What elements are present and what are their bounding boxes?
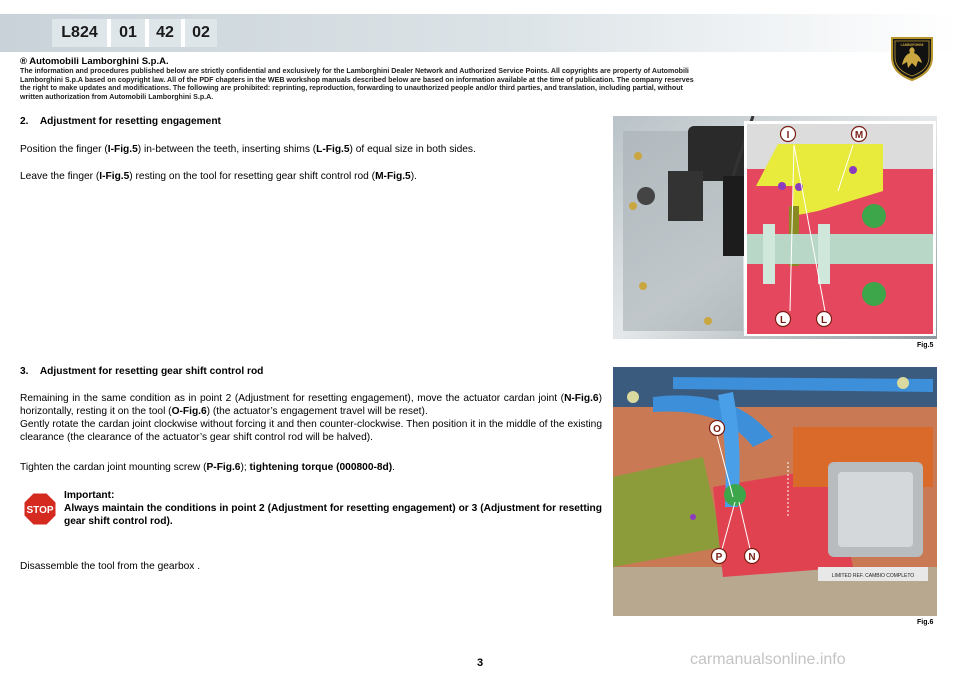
subgroup-code: 42 xyxy=(149,19,181,47)
page-number: 3 xyxy=(477,657,484,669)
copyright-brand: ® Automobili Lamborghini S.p.A. xyxy=(20,56,169,67)
important-heading: Important: xyxy=(64,490,115,501)
figure-6-photo xyxy=(613,367,937,616)
svg-text:LIMITED REF. CAMBIO COMPLETO: LIMITED REF. CAMBIO COMPLETO xyxy=(831,573,915,579)
svg-text:L: L xyxy=(779,315,787,326)
section-2-paragraph-1: Position the finger (I-Fig.5) in-between the teeth, inserting shims (L-Fig.5) of equal size in both sides. xyxy=(20,144,476,155)
callout-l-right xyxy=(817,312,832,327)
copyright-notice xyxy=(20,56,832,101)
figure-5-photo xyxy=(613,116,937,339)
group-code: 01 xyxy=(111,19,145,47)
svg-text:M: M xyxy=(854,130,864,141)
lamborghini-bull-shield-icon xyxy=(890,35,934,81)
copyright-line: written authorization from Automobili Lamborghini S.p.A. xyxy=(20,92,214,101)
section-2-paragraph-2: Leave the finger (I-Fig.5) resting on the tool for resetting gear shift control rod (M-Fig.5). xyxy=(20,171,417,182)
important-note xyxy=(64,489,602,528)
callout-i xyxy=(781,127,796,142)
figure-6-caption: Fig.6 xyxy=(917,619,934,626)
callout-o xyxy=(710,421,725,436)
copyright-line: Lamborghini S.p.A based on copyright law. All of the PDF chapters in the WEB workshop manuals described below are based on information available at the time of publication. The company reserves xyxy=(20,75,694,84)
copyright-line: The information and procedures published below are strictly confidential and exclusively for the Lamborghini Dealer Network and Authorized Service Points. All copyrights are property of Automobili xyxy=(20,67,689,75)
section-code: 02 xyxy=(185,19,217,47)
section-3-paragraph-2: Gently rotate the cardan joint clockwise without forcing it and then counter-clockwise. Then position it in the middle of the existing clearance (the clearance of the actuator’s gear shift control rod will be halved). xyxy=(20,419,602,443)
final-instruction: Disassemble the tool from the gearbox . xyxy=(20,561,201,572)
svg-text:STOP: STOP xyxy=(26,505,54,516)
watermark: carmanualsonline.info xyxy=(690,651,846,668)
svg-text:L: L xyxy=(820,315,828,326)
section-3-paragraph-1: Remaining in the same condition as in point 2 (Adjustment for resetting engagement), move the actuator cardan joint (N-Fig.6) horizontally, resting it on the tool (O-Fig.6) (the actuator’s engagement travel will be reset). xyxy=(20,393,602,417)
section-2-title: 2. Adjustment for resetting engagement xyxy=(20,116,221,127)
callout-l-left xyxy=(776,312,791,327)
callout-m xyxy=(852,127,867,142)
stop-sign-icon xyxy=(22,491,58,527)
svg-text:P: P xyxy=(715,552,723,563)
svg-text:LAMBORGHINI: LAMBORGHINI xyxy=(900,43,924,47)
section-3-title: 3. Adjustment for resetting gear shift control rod xyxy=(20,366,264,377)
callout-p xyxy=(712,549,727,564)
svg-text:N: N xyxy=(748,552,756,563)
important-body: Always maintain the conditions in point 2 (Adjustment for resetting engagement) or 3 (Adjustment for resetting gear shift control rod). xyxy=(64,503,602,527)
svg-text:O: O xyxy=(713,424,721,435)
manual-code: L824 xyxy=(52,19,107,47)
callout-n xyxy=(745,549,760,564)
copyright-line: the right to make updates and modifications. The following are prohibited: reprinting, reproduction, forwarding to unauthorized people and/or third parties, and translation, including partial, without xyxy=(20,84,683,93)
section-3-paragraph-3: Tighten the cardan joint mounting screw (P-Fig.6); tightening torque (000800-8d). xyxy=(20,462,396,473)
svg-text:I: I xyxy=(786,130,790,141)
figure-5-caption: Fig.5 xyxy=(917,342,934,349)
